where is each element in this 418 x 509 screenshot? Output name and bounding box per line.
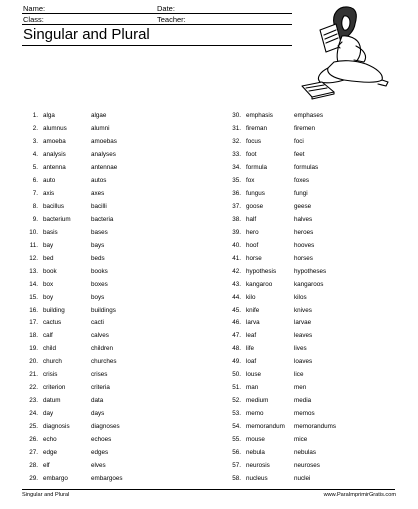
word-row xyxy=(225,200,346,213)
word-number: 10. xyxy=(29,228,38,236)
singular-word: hero xyxy=(246,228,259,236)
word-number: 32. xyxy=(232,137,241,145)
singular-word: nucleus xyxy=(246,475,268,483)
word-number: 29. xyxy=(29,475,38,483)
singular-word: day xyxy=(43,410,54,418)
singular-word: kangaroo xyxy=(246,280,273,288)
plural-word: horses xyxy=(294,254,313,262)
word-number: 23. xyxy=(29,397,38,405)
plural-word: beds xyxy=(91,254,105,262)
word-row xyxy=(225,252,346,265)
word-number: 55. xyxy=(232,436,241,444)
plural-word: boxes xyxy=(91,280,108,288)
plural-word: formulas xyxy=(294,163,319,171)
word-number: 14. xyxy=(29,280,38,288)
singular-word: embargo xyxy=(43,475,68,483)
header-rule-2 xyxy=(22,24,292,25)
word-number: 6. xyxy=(32,176,38,184)
word-number: 9. xyxy=(32,215,38,223)
word-number: 1. xyxy=(32,111,38,119)
word-number: 46. xyxy=(232,319,241,327)
plural-word: children xyxy=(91,345,114,353)
singular-word: bay xyxy=(43,241,54,249)
plural-word: hypotheses xyxy=(294,267,327,275)
plural-word: embargoes xyxy=(91,475,123,483)
singular-word: half xyxy=(246,215,257,223)
plural-word: edges xyxy=(91,449,109,457)
plural-word: bases xyxy=(91,228,108,236)
plural-word: foxes xyxy=(294,176,310,184)
word-number: 3. xyxy=(32,137,38,145)
word-row xyxy=(225,135,346,148)
word-number: 35. xyxy=(232,176,241,184)
plural-word: books xyxy=(91,267,108,275)
word-row xyxy=(225,329,346,342)
singular-word: fireman xyxy=(246,124,267,132)
singular-word: building xyxy=(43,306,65,314)
word-row xyxy=(22,355,143,368)
word-row xyxy=(22,161,143,174)
singular-word: fungus xyxy=(246,189,265,197)
word-number: 45. xyxy=(232,306,241,314)
word-row xyxy=(22,317,143,330)
plural-word: bacteria xyxy=(91,215,114,223)
footer-title: Singular and Plural xyxy=(22,492,70,498)
word-number: 30. xyxy=(232,111,241,119)
singular-word: antenna xyxy=(43,163,66,171)
word-number: 20. xyxy=(29,358,38,366)
plural-word: leaves xyxy=(294,332,313,340)
class-label: Class: xyxy=(23,15,44,24)
singular-word: auto xyxy=(43,176,56,184)
plural-word: lives xyxy=(294,345,307,353)
word-number: 21. xyxy=(29,371,38,379)
word-row xyxy=(225,472,346,485)
word-row xyxy=(22,407,143,420)
plural-word: kangaroos xyxy=(294,280,324,288)
plural-word: elves xyxy=(91,462,106,470)
word-number: 57. xyxy=(232,462,241,470)
plural-word: bays xyxy=(91,241,105,249)
singular-word: datum xyxy=(43,397,61,405)
singular-word: analysis xyxy=(43,150,66,158)
plural-word: mice xyxy=(294,436,308,444)
word-row xyxy=(225,459,346,472)
singular-word: alumnus xyxy=(43,124,67,132)
singular-word: hoof xyxy=(246,241,259,249)
singular-word: mouse xyxy=(246,436,265,444)
word-number: 49. xyxy=(232,358,241,366)
plural-word: heroes xyxy=(294,228,314,236)
word-row xyxy=(225,213,346,226)
word-row xyxy=(22,252,143,265)
word-number: 37. xyxy=(232,202,241,210)
word-number: 24. xyxy=(29,410,38,418)
word-number: 47. xyxy=(232,332,241,340)
word-row xyxy=(22,342,143,355)
word-row xyxy=(225,304,346,317)
word-number: 52. xyxy=(232,397,241,405)
plural-word: alumni xyxy=(91,124,110,132)
name-label: Name: xyxy=(23,4,46,13)
girl-reading-icon xyxy=(298,2,398,102)
plural-word: firemen xyxy=(294,124,315,132)
singular-word: elf xyxy=(43,462,50,470)
word-number: 26. xyxy=(29,436,38,444)
plural-word: lice xyxy=(294,371,304,379)
word-number: 25. xyxy=(29,423,38,431)
word-row xyxy=(225,381,346,394)
word-row xyxy=(22,329,143,342)
singular-word: axis xyxy=(43,189,55,197)
plural-word: calves xyxy=(91,332,109,340)
singular-word: foot xyxy=(246,150,257,158)
singular-word: fox xyxy=(246,176,255,184)
singular-word: medium xyxy=(246,397,269,405)
title-rule xyxy=(22,45,292,46)
word-number: 19. xyxy=(29,345,38,353)
footer-url: www.ParaImprimirGratis.com xyxy=(323,492,396,498)
singular-word: diagnosis xyxy=(43,423,70,431)
plural-word: echoes xyxy=(91,436,112,444)
singular-word: louse xyxy=(246,371,262,379)
word-number: 40. xyxy=(232,241,241,249)
word-row xyxy=(22,433,143,446)
footer-rule xyxy=(22,489,395,490)
singular-word: emphasis xyxy=(246,111,273,119)
singular-word: memo xyxy=(246,410,264,418)
singular-word: memorandum xyxy=(246,423,285,431)
plural-word: bacilli xyxy=(91,202,107,210)
plural-word: feet xyxy=(294,150,305,158)
singular-word: formula xyxy=(246,163,267,171)
word-number: 43. xyxy=(232,280,241,288)
plural-word: churches xyxy=(91,358,117,366)
singular-word: focus xyxy=(246,137,262,145)
plural-word: hooves xyxy=(294,241,315,249)
word-row xyxy=(225,355,346,368)
word-row xyxy=(225,278,346,291)
word-row xyxy=(22,122,143,135)
word-number: 51. xyxy=(232,384,241,392)
word-number: 38. xyxy=(232,215,241,223)
singular-word: calf xyxy=(43,332,53,340)
singular-word: bed xyxy=(43,254,54,262)
word-row xyxy=(22,446,143,459)
word-number: 16. xyxy=(29,306,38,314)
singular-word: man xyxy=(246,384,259,392)
word-row xyxy=(225,239,346,252)
word-row xyxy=(22,304,143,317)
word-row xyxy=(22,420,143,433)
singular-word: echo xyxy=(43,436,57,444)
singular-word: alga xyxy=(43,111,55,119)
word-row xyxy=(22,291,143,304)
word-row xyxy=(22,472,143,485)
word-row xyxy=(225,446,346,459)
singular-word: basis xyxy=(43,228,58,236)
singular-word: bacterium xyxy=(43,215,71,223)
singular-word: neurosis xyxy=(246,462,270,470)
singular-word: nebula xyxy=(246,449,265,457)
word-number: 39. xyxy=(232,228,241,236)
word-number: 12. xyxy=(29,254,38,262)
word-number: 41. xyxy=(232,254,241,262)
word-number: 44. xyxy=(232,293,241,301)
word-number: 4. xyxy=(32,150,38,158)
plural-word: knives xyxy=(294,306,312,314)
word-number: 8. xyxy=(32,202,38,210)
singular-word: amoeba xyxy=(43,137,66,145)
word-row xyxy=(225,291,346,304)
plural-word: memos xyxy=(294,410,315,418)
plural-word: media xyxy=(294,397,312,405)
plural-word: fungi xyxy=(294,189,308,197)
word-row xyxy=(22,239,143,252)
singular-word: loaf xyxy=(246,358,257,366)
word-number: 42. xyxy=(232,267,241,275)
word-number: 54. xyxy=(232,423,241,431)
plural-word: analyses xyxy=(91,150,116,158)
plural-word: algae xyxy=(91,111,107,119)
word-row xyxy=(225,174,346,187)
singular-word: church xyxy=(43,358,62,366)
word-row xyxy=(225,368,346,381)
singular-word: kilo xyxy=(246,293,256,301)
singular-word: hypothesis xyxy=(246,267,277,275)
word-row xyxy=(225,148,346,161)
word-number: 56. xyxy=(232,449,241,457)
word-row xyxy=(225,394,346,407)
plural-word: kilos xyxy=(294,293,307,301)
word-row xyxy=(22,135,143,148)
word-row xyxy=(225,265,346,278)
plural-word: criteria xyxy=(91,384,110,392)
singular-word: cactus xyxy=(43,319,62,327)
plural-word: nebulas xyxy=(294,449,317,457)
plural-word: geese xyxy=(294,202,312,210)
word-number: 18. xyxy=(29,332,38,340)
plural-word: neuroses xyxy=(294,462,320,470)
plural-word: boys xyxy=(91,293,105,301)
word-number: 7. xyxy=(32,189,38,197)
word-number: 36. xyxy=(232,189,241,197)
word-row xyxy=(225,317,346,330)
word-number: 27. xyxy=(29,449,38,457)
plural-word: larvae xyxy=(294,319,312,327)
word-number: 11. xyxy=(29,241,38,249)
plural-word: amoebas xyxy=(91,137,117,145)
word-number: 33. xyxy=(232,150,241,158)
plural-word: foci xyxy=(294,137,304,145)
plural-word: autos xyxy=(91,176,107,184)
singular-word: life xyxy=(246,345,255,353)
word-number: 13. xyxy=(29,267,38,275)
word-row xyxy=(22,381,143,394)
singular-word: child xyxy=(43,345,56,353)
word-row xyxy=(22,278,143,291)
word-row xyxy=(22,174,143,187)
word-row xyxy=(225,122,346,135)
singular-word: larva xyxy=(246,319,260,327)
word-number: 31. xyxy=(232,124,241,132)
word-row xyxy=(225,342,346,355)
singular-word: boy xyxy=(43,293,54,301)
word-row xyxy=(22,226,143,239)
word-row xyxy=(22,394,143,407)
word-row xyxy=(22,368,143,381)
singular-word: box xyxy=(43,280,54,288)
word-number: 50. xyxy=(232,371,241,379)
plural-word: days xyxy=(91,410,105,418)
word-row xyxy=(225,407,346,420)
word-row xyxy=(22,187,143,200)
word-row xyxy=(225,161,346,174)
word-row xyxy=(22,213,143,226)
plural-word: diagnoses xyxy=(91,423,120,431)
plural-word: crises xyxy=(91,371,108,379)
word-table-left xyxy=(22,109,143,485)
word-number: 17. xyxy=(29,319,38,327)
singular-word: edge xyxy=(43,449,58,457)
word-number: 2. xyxy=(32,124,38,132)
plural-word: men xyxy=(294,384,307,392)
word-number: 15. xyxy=(29,293,38,301)
plural-word: cacti xyxy=(91,319,104,327)
word-row xyxy=(225,187,346,200)
word-number: 22. xyxy=(29,384,38,392)
singular-word: crisis xyxy=(43,371,58,379)
singular-word: bacillus xyxy=(43,202,64,210)
singular-word: horse xyxy=(246,254,262,262)
singular-word: goose xyxy=(246,202,264,210)
word-row xyxy=(22,200,143,213)
word-row xyxy=(225,420,346,433)
plural-word: memorandums xyxy=(294,423,336,431)
singular-word: knife xyxy=(246,306,260,314)
word-number: 5. xyxy=(32,163,38,171)
plural-word: halves xyxy=(294,215,313,223)
word-row xyxy=(22,265,143,278)
word-row xyxy=(225,226,346,239)
plural-word: nuclei xyxy=(294,475,311,483)
date-label: Date: xyxy=(157,4,175,13)
word-row xyxy=(22,148,143,161)
word-row xyxy=(225,109,346,122)
singular-word: criterion xyxy=(43,384,66,392)
word-number: 28. xyxy=(29,462,38,470)
plural-word: loaves xyxy=(294,358,313,366)
word-row xyxy=(225,433,346,446)
plural-word: buildings xyxy=(91,306,116,314)
plural-word: data xyxy=(91,397,104,405)
plural-word: axes xyxy=(91,189,105,197)
word-number: 34. xyxy=(232,163,241,171)
singular-word: leaf xyxy=(246,332,257,340)
teacher-label: Teacher: xyxy=(157,15,186,24)
word-number: 53. xyxy=(232,410,241,418)
word-row xyxy=(22,459,143,472)
word-number: 58. xyxy=(232,475,241,483)
word-number: 48. xyxy=(232,345,241,353)
word-table-right xyxy=(225,109,346,485)
plural-word: antennae xyxy=(91,163,118,171)
plural-word: emphases xyxy=(294,111,324,119)
singular-word: book xyxy=(43,267,57,275)
header-rule-1 xyxy=(22,13,292,14)
word-row xyxy=(22,109,143,122)
page-title: Singular and Plural xyxy=(23,26,150,43)
